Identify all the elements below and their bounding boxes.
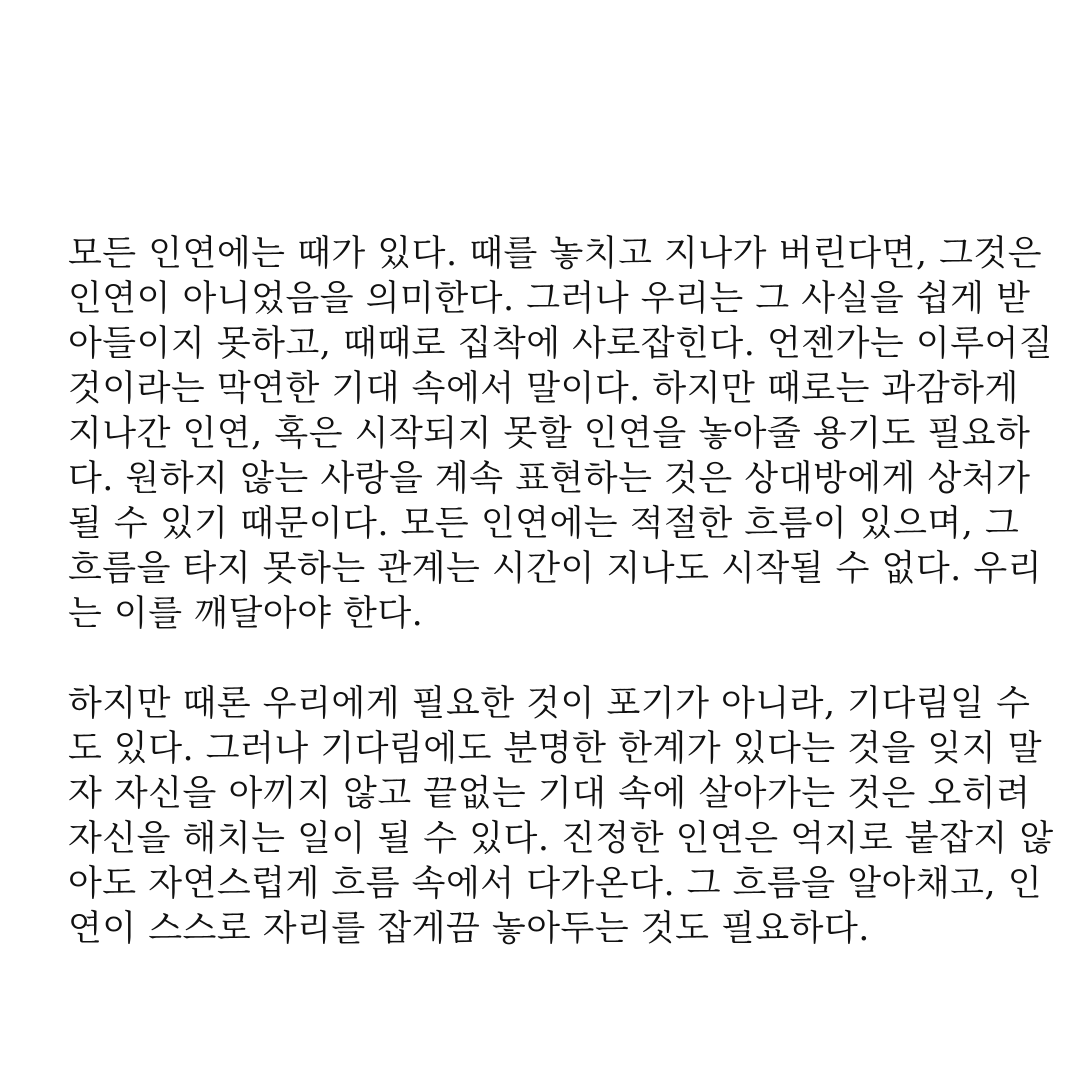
text-line: 하지만 때론 우리에게 필요한 것이 포기가 아니라, 기다림일 수 [68, 684, 1031, 724]
text-line: 모든 인연에는 때가 있다. 때를 놓치고 지나가 버린다면, 그것은 [68, 234, 1043, 274]
text-line: 는 이를 깨달아야 한다. [68, 594, 424, 634]
text-line: 것이라는 막연한 기대 속에서 말이다. 하지만 때로는 과감하게 [68, 369, 1019, 409]
text-line: 아도 자연스럽게 흐름 속에서 다가온다. 그 흐름을 알아채고, 인 [68, 864, 1043, 904]
text-line: 인연이 아니었음을 의미한다. 그러나 우리는 그 사실을 쉽게 받 [68, 279, 1031, 319]
paragraph-1 [68, 232, 1054, 637]
paragraph-2 [68, 682, 1054, 952]
text-line: 아들이지 못하고, 때때로 집착에 사로잡힌다. 언젠가는 이루어질 [68, 324, 1054, 364]
text-line: 될 수 있기 때문이다. 모든 인연에는 적절한 흐름이 있으며, 그 [68, 504, 1020, 544]
text-line: 연이 스스로 자리를 잡게끔 놓아두는 것도 필요하다. [68, 909, 870, 949]
paragraph-spacer [68, 637, 1012, 682]
text-line: 자신을 해치는 일이 될 수 있다. 진정한 인연은 억지로 붙잡지 않 [68, 819, 1054, 859]
text-line: 흐름을 타지 못하는 관계는 시간이 지나도 시작될 수 없다. 우리 [68, 549, 1043, 589]
text-line: 지나간 인연, 혹은 시작되지 못할 인연을 놓아줄 용기도 필요하 [68, 414, 1031, 454]
text-line: 다. 원하지 않는 사랑을 계속 표현하는 것은 상대방에게 상처가 [68, 459, 1031, 499]
text-line: 도 있다. 그러나 기다림에도 분명한 한계가 있다는 것을 잊지 말 [68, 729, 1043, 769]
text-line: 자 자신을 아끼지 않고 끝없는 기대 속에 살아가는 것은 오히려 [68, 774, 1031, 814]
